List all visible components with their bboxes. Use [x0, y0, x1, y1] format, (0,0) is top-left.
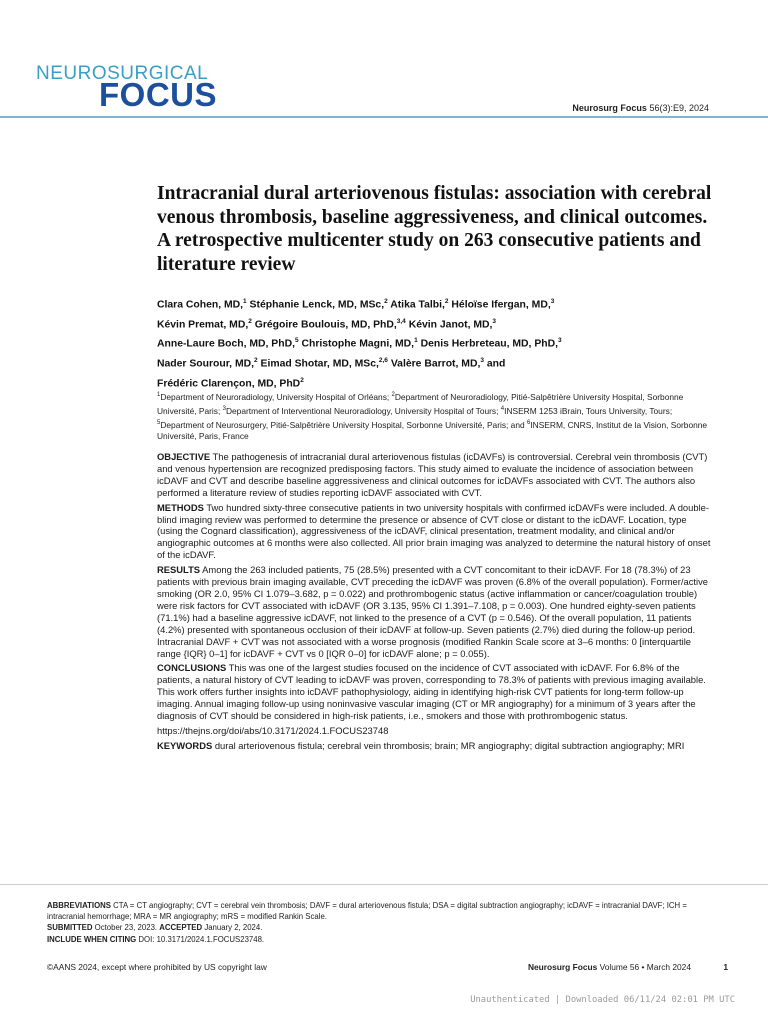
author-list	[157, 294, 717, 392]
affiliation-text: Department of Neurosurgery, Pitié-Salpêtrière University Hospital, Sorbonne Université, Paris; and	[160, 419, 527, 430]
author-affiliation: 1	[243, 298, 247, 305]
results-text: Among the 263 included patients, 75 (28.5%) presented with a CVT concomitant to their icDAVF. For 18 (78.3%) of 23 patients with previous brain imaging available, CVT preceding the icDAVF was proven (6.8% of the overall population). Former/active smoking (OR 2.0, 95% CI 1.079–3.682, p = 0.022) and prothrombogenic status (active inflammation or cancer/coagulation trouble) were risk factors for CVT associated with icDAVF (OR 3.135, 95% CI 1.391–7.108, p = 0.003). One hundred eighty-seven patients (71.1%) had a baseline aggressive icDAVF, not linked to the presence of a CVT (p = 0.546). Of the overall population, 11 patients (4.2%) presented with spontaneous occlusion of their icDAVF at follow-up. Seven patients (2.7%) died during the follow-up period. Intracranial DAVF + CVT was not associated with a worse prognosis (modified Rankin Scale score at 3–6 months: 0 [interquartile range {IQR} 0–1] for icDAVF + CVT vs 0 [IQR 0–0] for icDAVF alone; p = 0.055).	[157, 564, 708, 659]
abstract-conclusions	[157, 662, 713, 722]
author: Frédéric Clarençon, MD, PhD	[157, 378, 301, 390]
author: Eimad Shotar, MD, MSc,	[260, 358, 379, 370]
footer-issue: Volume 56 • March 2024	[599, 962, 691, 972]
abbreviations-label: ABBREVIATIONS	[47, 901, 111, 910]
citing-note	[47, 934, 717, 945]
abbreviations-note	[47, 900, 717, 922]
download-watermark: Unauthenticated | Downloaded 06/11/24 02:01 PM UTC	[470, 995, 735, 1005]
page-number: 1	[723, 962, 728, 972]
affiliation-text: INSERM, CNRS, Institut de la Vision, Sorbonne Université, Paris, France	[157, 419, 708, 442]
affiliation-number: 4	[500, 405, 505, 412]
affiliation-number: 6	[527, 419, 531, 426]
accepted-label: ACCEPTED	[159, 923, 203, 933]
author-affiliation: 2	[300, 376, 304, 384]
copyright: ©AANS 2024, except where prohibited by US copyright law	[47, 962, 267, 972]
author-affiliation: 2	[444, 298, 449, 305]
author: Christophe Magni, MD,	[301, 338, 415, 350]
author: Clara Cohen, MD,	[157, 299, 244, 311]
author: Nader Sourour, MD,	[157, 358, 254, 370]
objective-label: OBJECTIVE	[157, 451, 211, 462]
author: Denis Herbreteau, MD, PhD,	[420, 338, 558, 350]
footnotes	[47, 900, 717, 945]
author: Grégoire Boulouis, MD, PhD,	[254, 319, 397, 331]
keywords-label: KEYWORDS	[157, 739, 213, 751]
logo-focus: FOCUS	[99, 76, 217, 113]
methods-label: METHODS	[157, 501, 204, 513]
affiliation-number: 1	[157, 392, 161, 398]
header-rule	[0, 116, 768, 118]
author-affiliation: 3	[558, 337, 562, 345]
logo-neurosurgical: NEUROSURGICAL	[36, 63, 209, 84]
citing-doi: DOI: 10.3171/2024.1.FOCUS23748.	[138, 934, 265, 944]
affiliation-text: Department of Neuroradiology, Pitié-Salpêtrière University Hospital, Sorbonne Université, Paris;	[157, 391, 684, 416]
doi-link[interactable]: https://thejns.org/doi/abs/10.3171/2024.1.FOCUS23748	[157, 724, 389, 736]
header-journal: Neurosurg Focus	[572, 103, 647, 113]
author-affiliation: 2,6	[378, 357, 388, 365]
paper-title: Intracranial dural arteriovenous fistulas: association with cerebral venous thrombosis, baseline aggressiveness, and clinical outcomes. A retrospective multicenter study on 263 consecutive patients and literature review	[157, 183, 712, 275]
abbreviations-text: CTA = CT angiography; CVT = cerebral vein thrombosis; DAVF = dural arteriovenous fistula; DSA = digital subtraction angiography; icDAVF = intracranial DAVF; ICH = intracranial hemorrhage; MRA = MR angiography; mRS = modified Rankin Scale.	[47, 901, 687, 922]
citing-label: INCLUDE WHEN CITING	[47, 934, 137, 944]
accepted-date: January 2, 2024.	[204, 923, 263, 933]
author-affiliation: 3	[550, 298, 555, 305]
conclusions-text: This was one of the largest studies focused on the incidence of CVT associated with icDAVF. For 6.8% of the patients, a natural history of CVT leading to icDAVF was proven, corresponding to 78.3% of patients with previous imaging available. This work offers further insights into icDAVF pathophysiology, aiding in identifying high-risk CVT patients for long-term follow-up imaging. Annual imaging follow-up using noninvasive vascular imaging (CT or MR angiography) for a minimum of 3 years after the diagnosis of CVT should be considered in high-risk patients, i.e., smokers and those with prothrombogenic status.	[157, 662, 706, 722]
author: Valère Barrot, MD,	[390, 358, 481, 370]
author: Atika Talbi,	[390, 299, 445, 311]
affiliations	[157, 389, 713, 442]
page-footer	[528, 962, 728, 972]
author: Kévin Premat, MD,	[157, 319, 249, 331]
affiliation-number: 2	[391, 392, 395, 398]
author-affiliation: 2	[248, 317, 252, 325]
dates-note	[47, 922, 717, 933]
submitted-date: October 23, 2023.	[94, 923, 158, 933]
affiliation-text: Department of Neuroradiology, University Hospital of Orléans;	[160, 391, 392, 402]
abstract-objective	[157, 451, 713, 499]
author: Anne-Laure Boch, MD, PhD,	[157, 338, 295, 350]
abstract-methods	[157, 502, 713, 562]
keywords-text: dural arteriovenous fistula; cerebral vein thrombosis; brain; MR angiography; digital subtraction angiography; MRI	[214, 739, 685, 751]
author-affiliation: 3	[480, 357, 484, 365]
abstract	[157, 451, 713, 755]
results-label: RESULTS	[157, 564, 201, 576]
author-affiliation: 2	[254, 357, 258, 365]
author-affiliation: 2	[384, 298, 388, 305]
author-affiliation: 3,4	[396, 317, 406, 325]
header-volume: 56(3):E9, 2024	[649, 103, 709, 113]
footnote-divider	[0, 884, 768, 885]
abstract-results	[157, 564, 713, 659]
author-affiliation: 1	[414, 337, 418, 345]
author: Stéphanie Lenck, MD, MSc,	[249, 299, 385, 311]
submitted-label: SUBMITTED	[47, 923, 93, 933]
conclusions-label: CONCLUSIONS	[157, 662, 227, 674]
author-affiliation: 5	[294, 337, 299, 345]
objective-text: The pathogenesis of intracranial dural arteriovenous fistulas (icDAVFs) is controversial. Cerebral vein thrombosis (CVT) and venous hypertension are recognized predisposing factors. This study aimed to evaluate the incidence of association between icDAVF and CVT and describe baseline aggressiveness and clinical outcomes for icDAVFs associated with CVT. The authors also performed a literature review of studies reporting icDAVF associated with CVT.	[157, 451, 708, 498]
affiliation-number: 5	[157, 419, 161, 426]
footer-journal: Neurosurg Focus	[527, 962, 598, 972]
author: Héloïse Ifergan, MD,	[451, 299, 551, 311]
author: Kévin Janot, MD,	[408, 319, 493, 331]
abstract-keywords	[157, 740, 713, 752]
affiliation-text: INSERM 1253 iBrain, Tours University, Tours;	[504, 405, 673, 416]
methods-text: Two hundred sixty-three consecutive patients in two university hospitals with confirmed icDAVFs were included. A double-blind imaging review was performed to determine the presence or absence of CVT close or distant to the icDAVF. Location, type (using the Cognard classification), aggressiveness of the icDAVF, clinical presentation, treatment modality, and clinical and/or angiographic outcomes at 6 months were also collected. All prior brain imaging was analyzed to determine the natural history of onset of the icDAVF.	[157, 501, 711, 561]
author-affiliation: 3	[492, 317, 497, 325]
header-citation	[572, 103, 709, 113]
affiliation-number: 3	[222, 405, 226, 412]
author-conjunction: and	[486, 358, 506, 370]
affiliation-text: Department of Interventional Neuroradiology, University Hospital of Tours;	[225, 405, 501, 416]
